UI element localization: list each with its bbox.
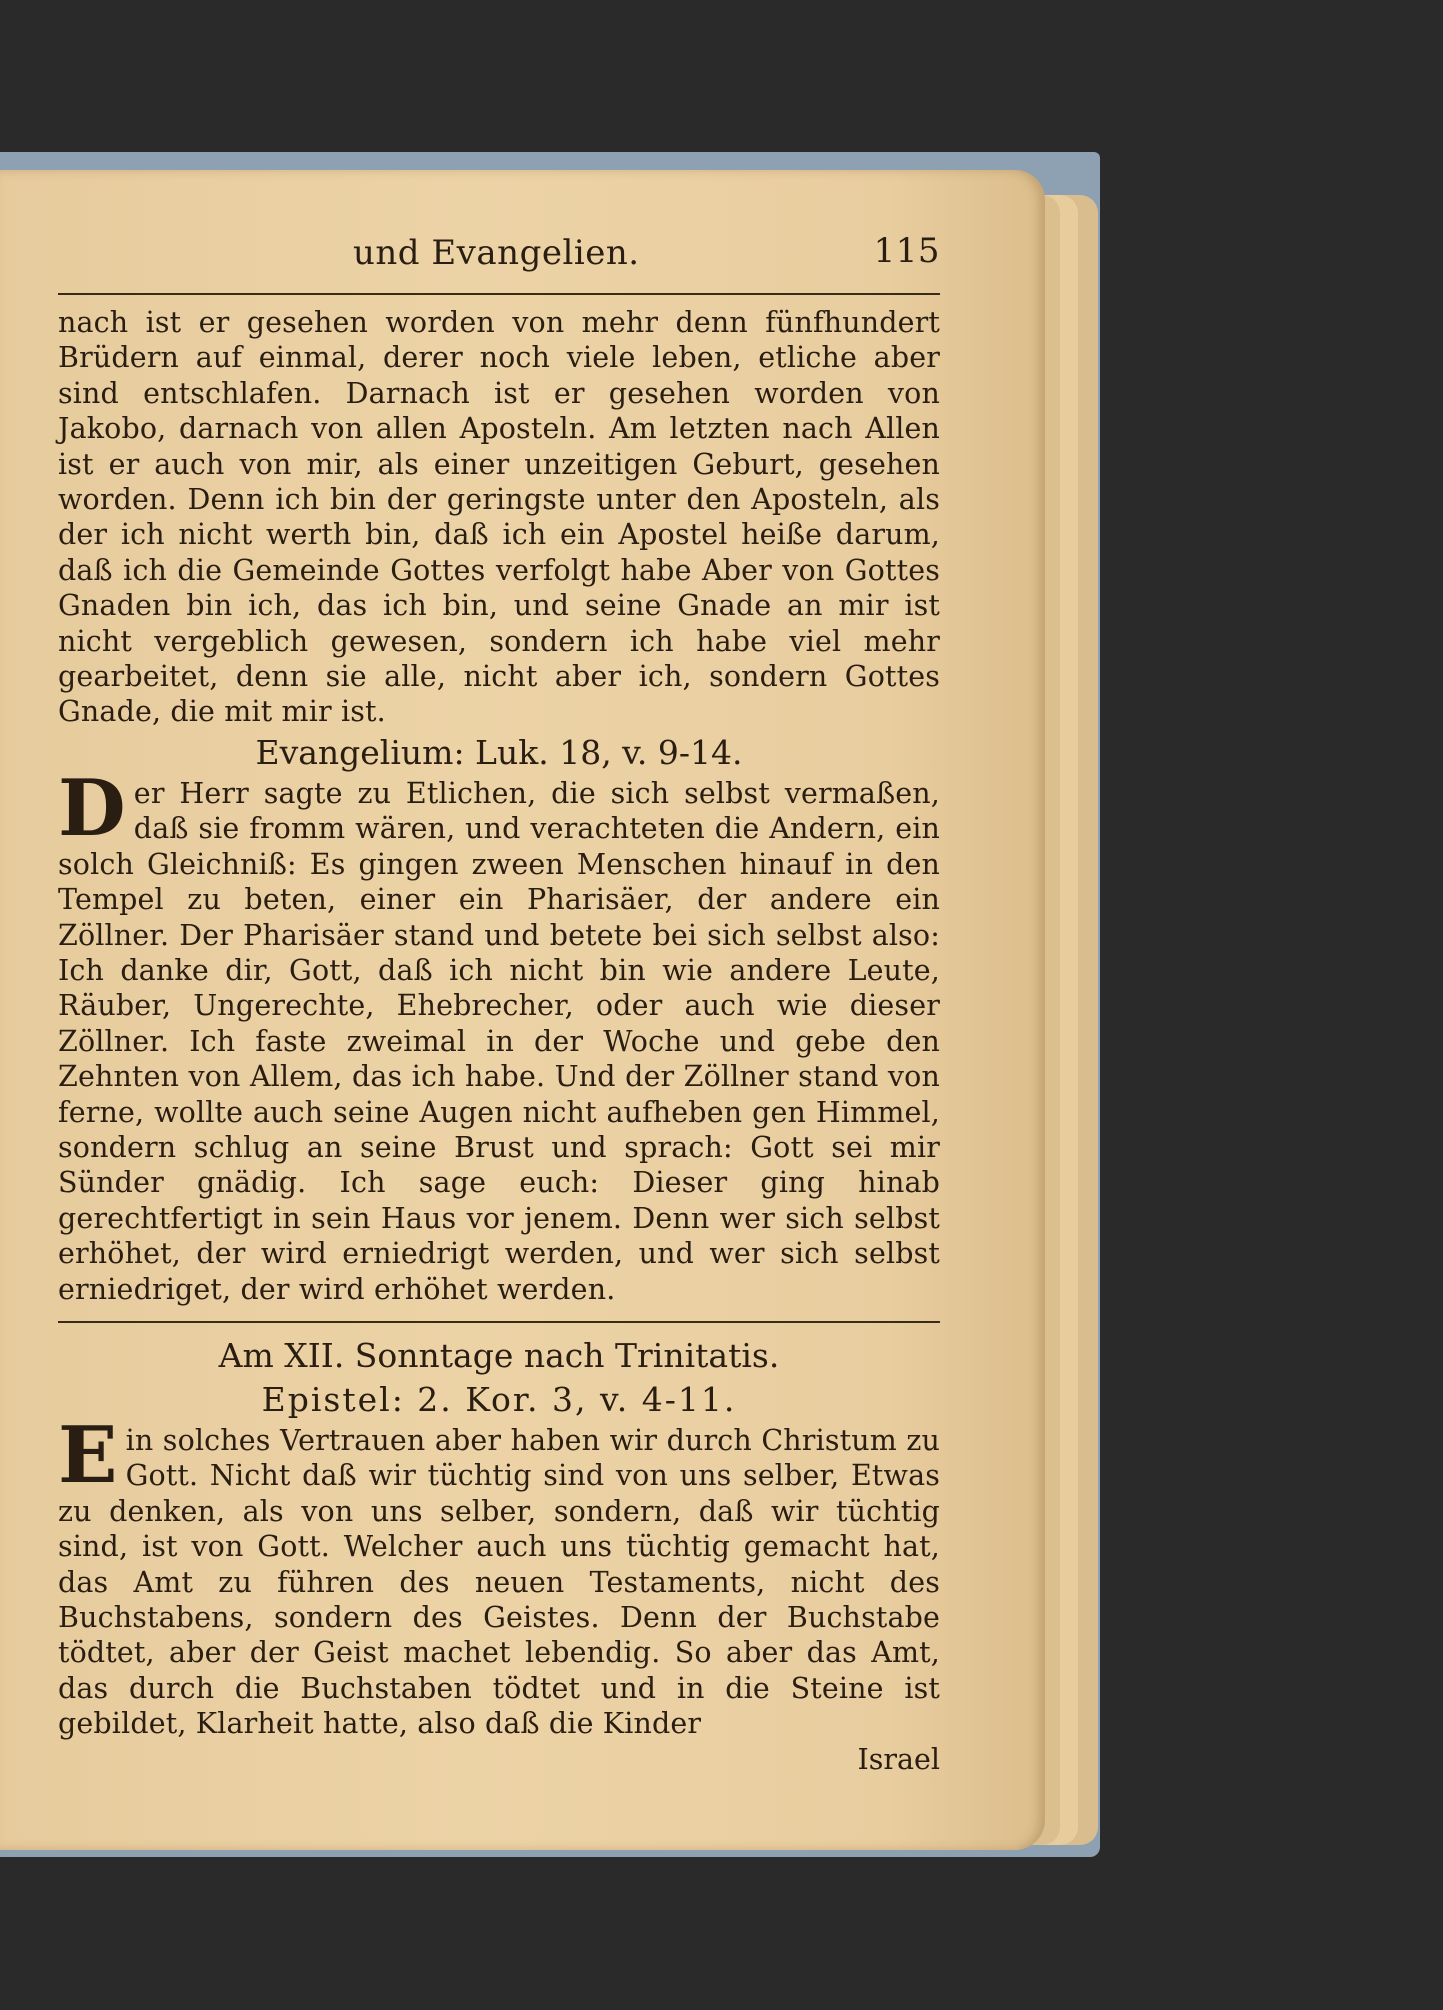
running-title: und Evangelien. [353,233,640,273]
gospel-heading: Evangelium: Luk. 18, v. 9-14. [255,732,743,772]
gospel-text [58,762,940,1307]
gospel-body: er Herr sagte zu Etlichen, die sich selbst vermaßen, daß sie fromm wären, und verachteten die Andern, ein solch Gleichniß: Es gingen zween Menschen hinauf in den Tempel zu beten, einer ein Pharisäer, der andere ein Zöllner. Der Pharisäer stand und betete bei sich selbst also: Ich danke dir, Gott, daß ich nicht bin wie andere Leute, Räuber, Ungerechte, Ehebrecher, oder auch wie dieser Zöllner. Ich faste zweimal in der Woche und gebe den Zehnten von Allem, das ich habe. Und der Zöllner stand von ferne, wollte auch seine Augen nicht aufheben gen Himmel, sondern schlug an seine Brust und sprach: Gott sei mir Sünder gnädig. Ich sage euch: Dieser ging hinab gerechtfertigt in sein Haus vor jenem. Denn wer sich selbst erhöhet, der wird erniedrigt werden, und wer sich selbst erniedriget, der wird erhöhet werden. [58,776,940,1306]
epistle-heading: Epistel: 2. Kor. 3, v. 4-11. [261,1379,737,1419]
gospel-dropcap: D [58,762,126,854]
epistle-body: in solches Vertrauen aber haben wir durch Christum zu Gott. Nicht daß wir tüchtig sind von uns selber, Etwas zu denken, als von uns selber, sondern, daß wir tüchtig sind, ist von Gott. Welcher auch uns tüchtig gemacht hat, das Amt zu führen des neuen Testaments, nicht des Buchstabens, sondern des Geistes. Denn der Buchstabe tödtet, aber der Geist machet lebendig. So aber das Amt, das durch die Buchstaben tödtet und in die Steine ist gebildet, Klarheit hatte, also daß die Kinder [58,1423,940,1741]
page-number: 115 [873,231,940,271]
running-head [58,225,940,285]
epistle-continuation: nach ist er gesehen worden von mehr denn fünfhundert Brüdern auf einmal, derer noch viele leben, etliche aber sind entschlafen. Darnach ist er gesehen worden von Jakobo, darnach von allen Aposteln. Am letzten nach Allen ist er auch von mir, als einer unzeitigen Geburt, gesehen worden. Denn ich bin der geringste unter den Aposteln, als der ich nicht werth bin, daß ich ein Apostel heiße darum, daß ich die Gemeinde Gottes verfolgt habe Aber von Gottes Gnaden bin ich, das ich bin, und seine Gnade an mir ist nicht vergeblich gewesen, sondern ich habe viel mehr gearbeitet, denn sie alle, nicht aber ich, sondern Gottes Gnade, die mit mir ist. [58,306,940,729]
catchword: Israel [857,1742,940,1776]
section-rule [58,1321,940,1323]
epistle-dropcap: E [58,1409,118,1501]
header-rule [58,293,940,295]
sunday-heading: Am XII. Sonntage nach Trinitatis. [218,1335,780,1375]
epistle-text [58,1409,940,1742]
page-content [58,225,940,1777]
